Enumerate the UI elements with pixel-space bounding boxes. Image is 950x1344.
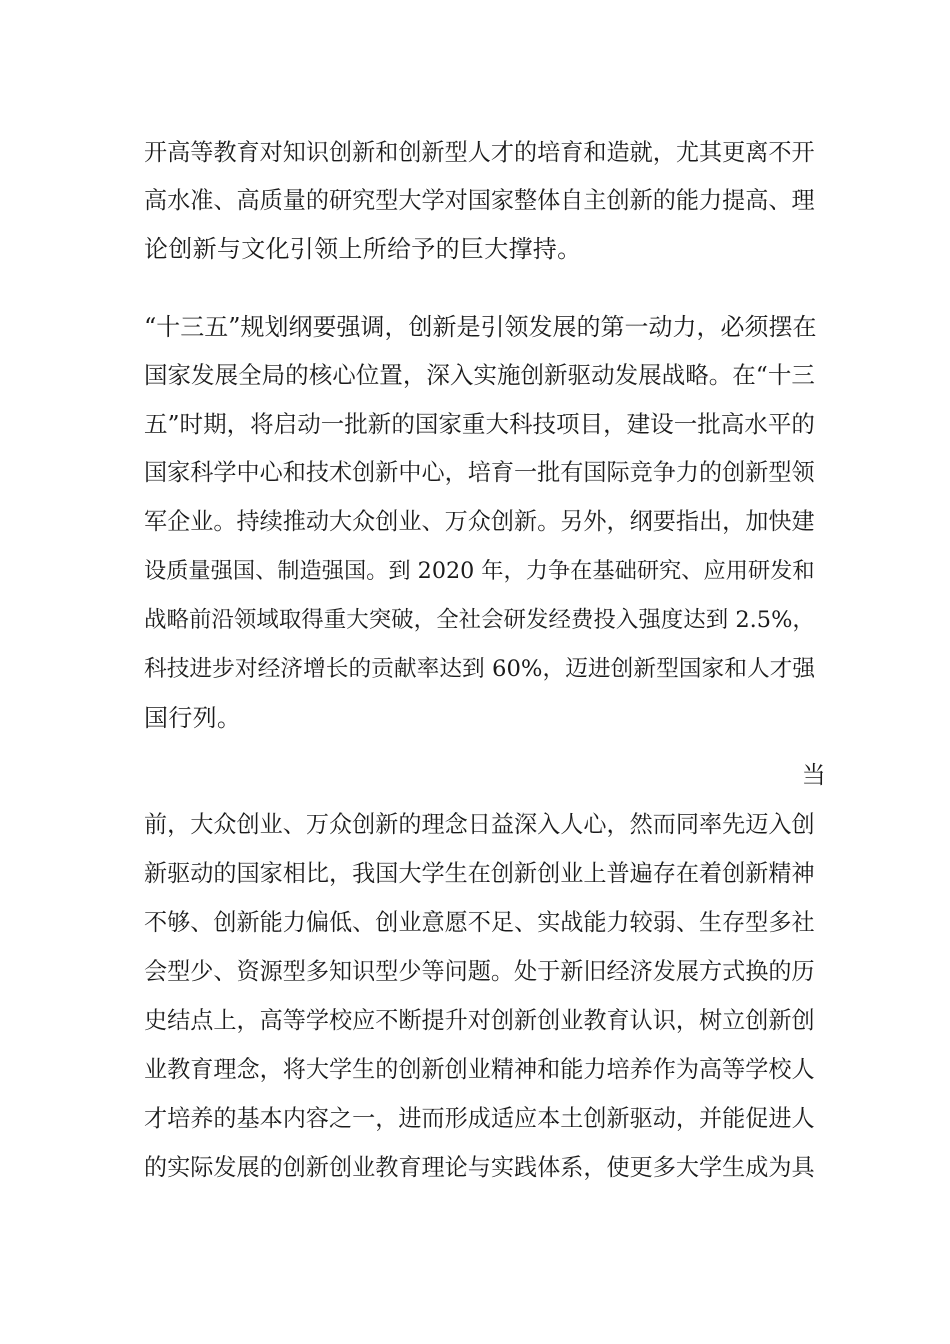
paragraph-2-line-8: 科技进步对经济增长的贡献率达到 60%，迈进创新型国家和人才强 [144, 656, 816, 682]
paragraph-1-line-2: 高水准、高质量的研究型大学对国家整体自主创新的能力提高、理 [144, 188, 815, 214]
paragraph-3-line-7: 业教育理念，将大学生的创新创业精神和能力培养作为高等学校人 [144, 1057, 815, 1083]
paragraph-2-line-4: 国家科学中心和技术创新中心，培育一批有国际竞争力的创新型领 [144, 460, 815, 486]
paragraph-3-line-5: 会型少、资源型多知识型少等问题。处于新旧经济发展方式换的历 [144, 959, 815, 985]
paragraph-2-line-3: 五”时期，将启动一批新的国家重大科技项目，建设一批高水平的 [144, 410, 815, 438]
paragraph-3-line-9: 的实际发展的创新创业教育理论与实践体系，使更多大学生成为具 [144, 1155, 815, 1181]
paragraph-1-line-3: 论创新与文化引领上所给予的巨大撑持。 [144, 235, 582, 263]
paragraph-2-line-2: 国家发展全局的核心位置，深入实施创新驱动发展战略。在“十三 [144, 361, 815, 389]
paragraph-2-line-7: 战略前沿领域取得重大突破，全社会研发经费投入强度达到 2.5%， [144, 607, 815, 633]
paragraph-3-line-4: 不够、创新能力偏低、创业意愿不足、实战能力较弱、生存型多社 [144, 910, 815, 936]
paragraph-1-line-1: 开高等教育对知识创新和创新型人才的培育和造就，尤其更离不开 [144, 140, 815, 166]
paragraph-3-line-6: 史结点上，高等学校应不断提升对创新创业教育认识，树立创新创 [144, 1008, 815, 1034]
paragraph-2-line-9: 国行列。 [144, 704, 242, 732]
paragraph-3-line-2: 前，大众创业、万众创新的理念日益深入人心，然而同率先迈入创 [144, 812, 815, 838]
paragraph-2-line-5: 军企业。持续推动大众创业、万众创新。另外，纲要指出，加快建 [144, 509, 815, 535]
paragraph-3-line-3: 新驱动的国家相比，我国大学生在创新创业上普遍存在着创新精神 [144, 861, 815, 887]
paragraph-3-line-8: 才培养的基本内容之一，进而形成适应本土创新驱动，并能促进人 [144, 1106, 815, 1132]
paragraph-2-line-6: 设质量强国、制造强国。到 2020 年，力争在基础研究、应用研发和 [144, 558, 815, 584]
paragraph-2-line-1: “十三五”规划纲要强调，创新是引领发展的第一动力，必须摆在 [144, 313, 817, 341]
paragraph-3-line-1: 当 [801, 761, 826, 789]
